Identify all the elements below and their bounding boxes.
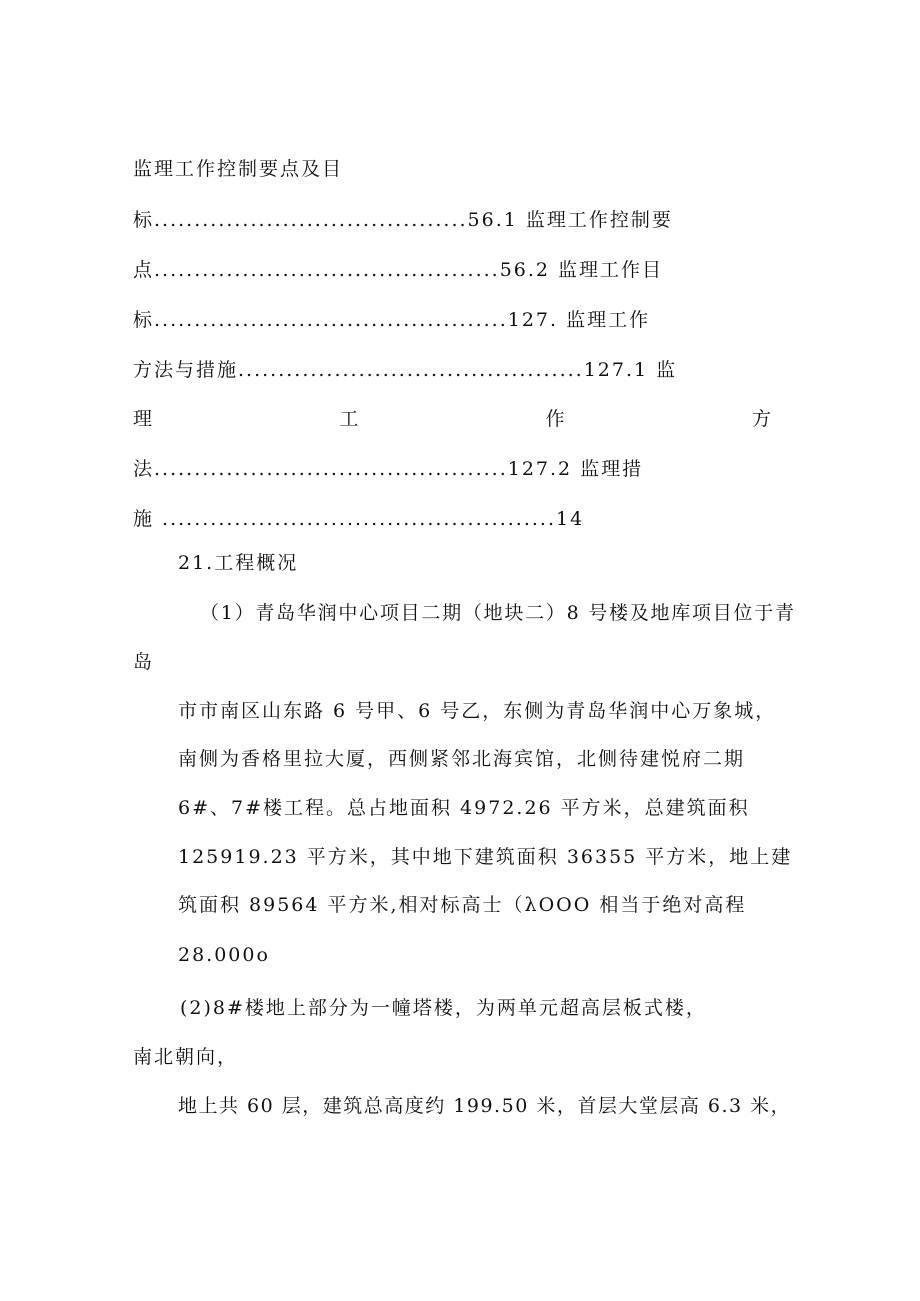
paragraph-line: 地上共 60 层，建筑总高度约 199.50 米，首层大堂层高 6.3 米， [178, 1095, 792, 1117]
paragraph-line: 岛 [133, 651, 155, 673]
paragraph-line: 28.000o [178, 944, 270, 966]
toc-char: 工 [339, 408, 361, 430]
paragraph-line: 南北朝向， [133, 1046, 239, 1068]
toc-line: 施 .................................................14 [133, 508, 585, 530]
section-heading: 21.工程概况 [178, 552, 299, 574]
paragraph-line: (2)8#楼地上部分为一幢塔楼，为两单元超高层板式楼， [180, 997, 707, 1019]
toc-char: 方 [751, 408, 773, 430]
toc-line-justified [133, 406, 773, 432]
toc-line: 法............................................127.2 监理措 [133, 458, 644, 480]
paragraph-line: 筑面积 89564 平方米,相对标高士（λOOO 相当于绝对高程 [178, 894, 747, 916]
paragraph-line: 6#、7#楼工程。总占地面积 4972.26 平方米，总建筑面积 [178, 797, 750, 819]
paragraph-line: 125919.23 平方米，其中地下建筑面积 36355 平方米，地上建 [178, 846, 793, 868]
toc-line: 方法与措施...........................................127.1 监 [133, 359, 678, 381]
toc-line: 点...........................................56.2 监理工作目 [133, 259, 664, 281]
toc-line: 标............................................127. 监理工作 [133, 309, 651, 331]
toc-char: 作 [545, 408, 567, 430]
paragraph-line: 南侧为香格里拉大厦，西侧紧邻北海宾馆，北侧待建悦府二期 [178, 748, 746, 770]
toc-char: 理 [133, 408, 155, 430]
toc-line: 标.......................................56.1 监理工作控制要 [133, 209, 673, 231]
paragraph-line: 市市南区山东路 6 号甲、6 号乙，东侧为青岛华润中心万象城， [178, 700, 777, 722]
toc-line: 监理工作控制要点及目 [133, 158, 344, 180]
paragraph-line: （1）青岛华润中心项目二期（地块二）8 号楼及地库项目位于青 [200, 602, 796, 624]
